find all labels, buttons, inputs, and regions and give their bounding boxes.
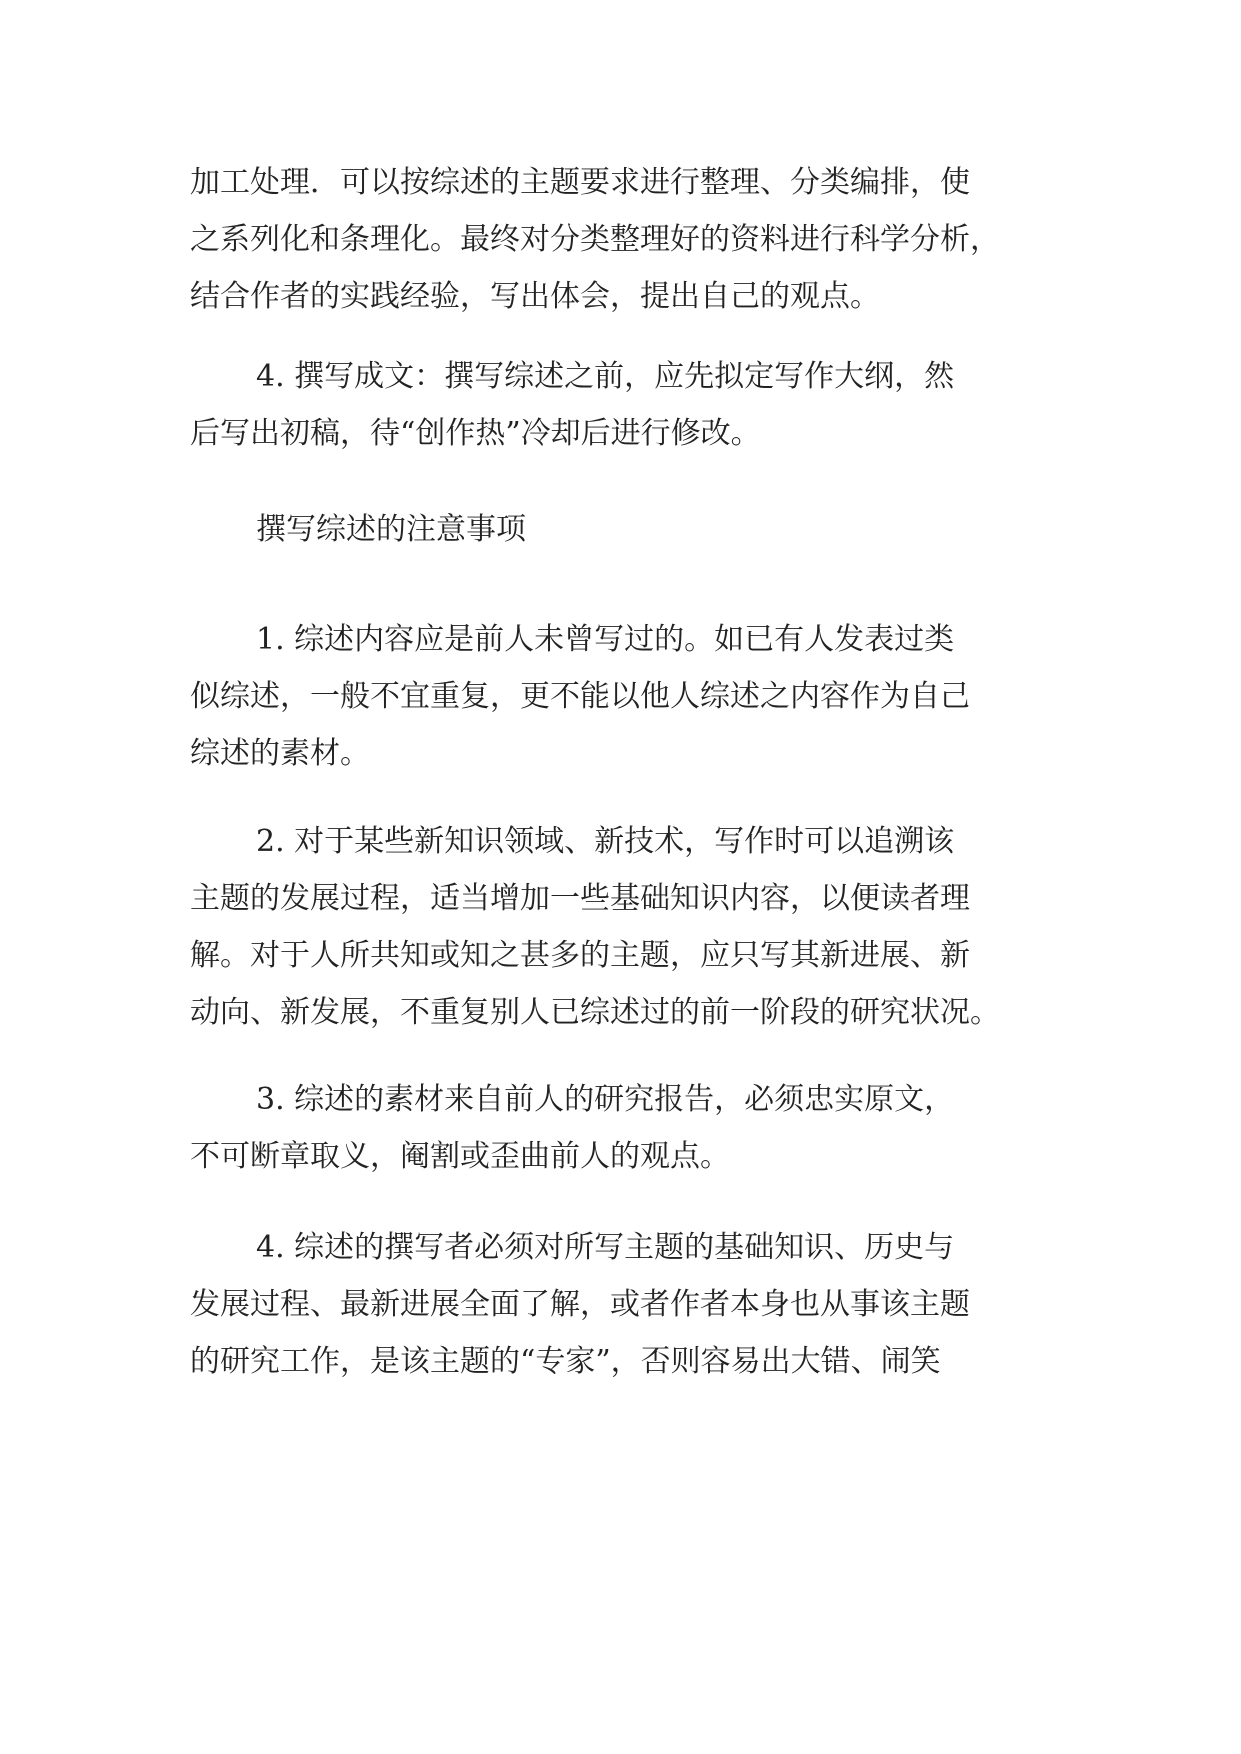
text-line: 4. 综述的撰写者必须对所写主题的基础知识、历史与 <box>256 1230 955 1265</box>
paragraph-note-4 <box>190 1219 1060 1390</box>
text-line: 似综述，一般不宜重复，更不能以他人综述之内容作为自己 <box>190 679 970 714</box>
text-line: 结合作者的实践经验，写出体会，提出自己的观点。 <box>190 279 880 314</box>
text-line: 解。对于人所共知或知之甚多的主题，应只写其新进展、新 <box>190 938 970 973</box>
text-line: 的研究工作，是该主题的“专家”，否则容易出大错、闹笑 <box>190 1344 941 1379</box>
text-line: 之系列化和条理化。最终对分类整理好的资料进行科学分析， <box>190 222 1000 257</box>
heading-text: 撰写综述的注意事项 <box>256 512 526 547</box>
text-line: 后写出初稿，待“创作热”冷却后进行修改。 <box>190 416 761 451</box>
paragraph-note-3 <box>190 1071 1060 1185</box>
text-line: 动向、新发展，不重复别人已综述过的前一阶段的研究状况。 <box>190 995 1000 1030</box>
text-line: 3. 综述的素材来自前人的研究报告，必须忠实原文， <box>256 1082 955 1117</box>
paragraph-analysis <box>190 154 1060 325</box>
text-line: 主题的发展过程，适当增加一些基础知识内容，以便读者理 <box>190 881 970 916</box>
text-line: 综述的素材。 <box>190 736 370 771</box>
text-line: 加工处理．可以按综述的主题要求进行整理、分类编排，使 <box>190 165 970 200</box>
paragraph-note-2 <box>190 813 1060 1041</box>
text-line: 4. 撰写成文：撰写综述之前，应先拟定写作大纲，然 <box>256 359 955 394</box>
section-heading <box>190 501 1060 558</box>
text-line: 发展过程、最新进展全面了解，或者作者本身也从事该主题 <box>190 1287 970 1322</box>
text-line: 2. 对于某些新知识领域、新技术，写作时可以追溯该 <box>256 824 955 859</box>
text-line: 1. 综述内容应是前人未曾写过的。如已有人发表过类 <box>256 622 955 657</box>
paragraph-step-4-writing <box>190 348 1060 462</box>
paragraph-note-1 <box>190 611 1060 782</box>
text-line: 不可断章取义，阉割或歪曲前人的观点。 <box>190 1139 730 1174</box>
